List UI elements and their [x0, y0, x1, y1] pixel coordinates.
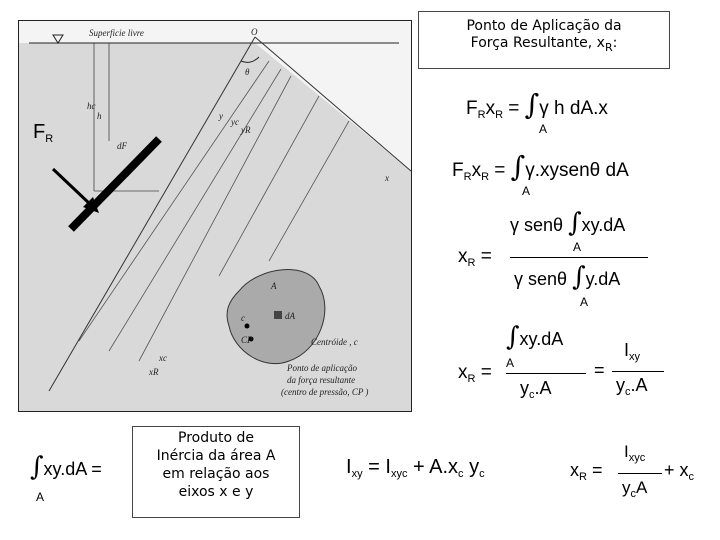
equation-4-right-fraction-bar — [612, 371, 664, 372]
equation-3-numerator: γ senθ ∫xy.dA — [510, 208, 626, 238]
equation-4-numerator: ∫xy.dA — [506, 322, 564, 352]
plate-diagram-svg — [19, 21, 411, 411]
label-theta: θ — [245, 67, 250, 77]
label-point-line3: (centro de pressão, CP ) — [281, 387, 369, 397]
equation-3-lhs: $x_R$ = — [458, 246, 492, 269]
label-h: h — [97, 111, 102, 121]
label-dA: dA — [285, 311, 295, 321]
final-equation-lhs: $x_R$ = — [570, 460, 603, 483]
equation-2: $F_Rx_R$ = ∫γ.xysenθ dA — [452, 150, 629, 183]
final-equation-plus: + $x_c$ — [664, 460, 695, 483]
label-origin: O — [251, 27, 258, 37]
label-point-line1: Ponto de aplicação — [287, 363, 357, 373]
equation-4-right-denominator: $y_c.A$ — [616, 375, 648, 398]
label-yc: yc — [231, 117, 239, 127]
equation-3-denominator: γ senθ ∫y.dA — [514, 262, 621, 292]
product-line-4: eixos x e y — [178, 484, 254, 500]
label-yR: yR — [241, 125, 251, 135]
label-surface: Superficie livre — [89, 28, 144, 38]
equation-1: $F_Rx_R = \int\gamma$ h dA.x — [466, 88, 608, 121]
free-surface-marker-icon — [53, 35, 63, 43]
equation-1-limit: A — [539, 122, 548, 136]
equation-3-fraction-bar — [510, 257, 648, 258]
steiner-equation: $I_{xy} = I_{xyc} + A.x_c$ $y_c$ — [346, 456, 485, 480]
equation-3-den-limit: A — [580, 295, 589, 309]
bottom-integral-limit: A — [36, 490, 45, 504]
label-CP: CP — [241, 335, 253, 345]
equation-4-num-limit: A — [506, 356, 515, 370]
label-xR: xR — [149, 367, 159, 377]
equation-4-lhs: $x_R$ = — [458, 362, 492, 385]
centroid-point — [245, 324, 250, 329]
label-hc: hc — [87, 101, 96, 111]
product-line-1: Produto de — [178, 430, 254, 446]
plate-diagram — [18, 20, 412, 412]
label-FR: $F_R$ — [33, 121, 54, 145]
label-x: x — [385, 173, 389, 183]
equation-4-right-numerator: $I_{xy}$ — [624, 340, 641, 363]
equation-2-limit: A — [522, 184, 531, 198]
label-centroid: Centróide , c — [311, 337, 358, 347]
label-dF: dF — [117, 141, 127, 151]
label-y: y — [219, 111, 223, 121]
label-xc: xc — [159, 353, 167, 363]
label-c: c — [241, 313, 245, 323]
product-line-3: em relação aos — [162, 466, 270, 482]
title-line-2: Força Resultante, $x_R$: — [470, 35, 618, 54]
final-equation-numerator: $I_{xyc}$ — [624, 442, 646, 464]
label-point-line2: da força resultante — [287, 375, 356, 385]
product-line-2: Inércia da área A — [156, 448, 276, 464]
title-box — [418, 11, 670, 69]
product-of-inertia-box — [132, 426, 300, 518]
final-equation-denominator: $y_cA$ — [622, 478, 648, 500]
equation-4-denominator: $y_c.A$ — [520, 378, 552, 401]
equation-4-equals: = — [594, 360, 605, 380]
equation-3-num-limit: A — [573, 240, 582, 254]
label-area-A: A — [271, 281, 277, 291]
final-equation-fraction-bar — [618, 473, 662, 474]
title-line-1: Ponto de Aplicação da — [466, 18, 622, 34]
bottom-integral: ∫xy.dA = — [30, 452, 102, 482]
equation-4-fraction-bar — [506, 373, 586, 374]
area-element-dA — [274, 311, 282, 319]
